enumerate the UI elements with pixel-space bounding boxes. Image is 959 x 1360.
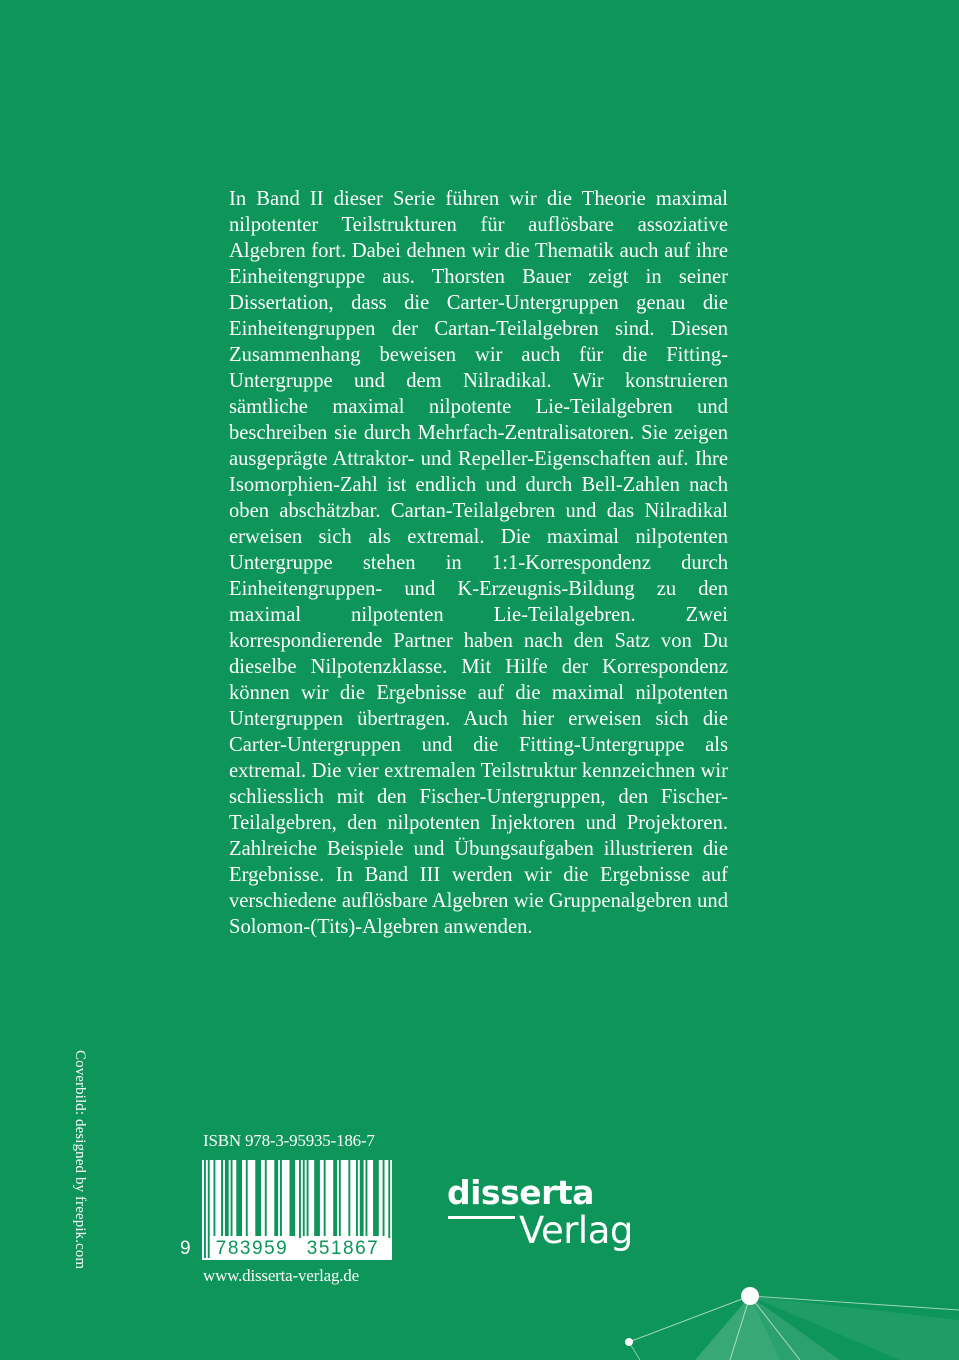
- barcode-bar: [339, 1160, 341, 1238]
- barcode-bar: [366, 1160, 368, 1238]
- network-node-large: [741, 1287, 759, 1305]
- barcode-bar: [265, 1160, 267, 1238]
- barcode-bar: [280, 1160, 282, 1238]
- barcode-bar: [388, 1160, 390, 1238]
- barcode-bar: [221, 1160, 223, 1238]
- barcode-bar: [373, 1160, 379, 1238]
- barcode-bar: [360, 1160, 364, 1238]
- publisher-logo: [447, 1175, 637, 1255]
- barcode-bar: [314, 1160, 320, 1238]
- barcode-bar: [324, 1160, 326, 1238]
- barcode-guard-bar: [204, 1160, 206, 1258]
- barcode-bar: [290, 1160, 296, 1238]
- isbn-label: ISBN 978-3-95935-186-7: [203, 1131, 375, 1150]
- cover-image-credit: Coverbild: designed by freepik.com: [72, 1050, 88, 1270]
- barcode-bar: [274, 1160, 278, 1238]
- barcode-bar: [348, 1160, 350, 1238]
- barcode-graphic: [180, 1160, 395, 1260]
- logo-verlag: Verlag: [519, 1209, 633, 1252]
- network-node-small: [625, 1338, 633, 1346]
- back-cover-blurb: [229, 186, 728, 940]
- barcode-bar: [246, 1160, 248, 1238]
- barcode-lead-digit: 9: [180, 1238, 191, 1259]
- barcode-bar: [299, 1160, 301, 1238]
- barcode-bar: [231, 1160, 233, 1238]
- barcode-digits-left: 783959: [215, 1238, 289, 1259]
- isbn-barcode: [180, 1160, 395, 1260]
- decorative-network-graphic: [600, 1260, 959, 1360]
- logo-disserta: disserta: [447, 1173, 594, 1212]
- barcode-bar: [236, 1160, 242, 1238]
- barcode-digits-right: 351867: [306, 1238, 380, 1259]
- barcode-bar: [225, 1160, 229, 1238]
- barcode-bar: [383, 1160, 385, 1238]
- blurb-text: In Band II dieser Serie führen wir die Theorie maximal nilpotenter Teilstrukturen für auflösbare assoziative Algebren fort. Dabei dehnen wir die Thematik auch auf ihre Einheitengruppe aus. Thorsten Bauer zeigt in seiner Dissertation, dass die Carter-Untergruppen genau die Einheitengruppen der Cartan-Teilalgebren sind. Diesen Zusammenhang beweisen wir auch für die Fitting-Untergruppe und dem Nilradikal. Wir konstruieren sämtliche maximal nilpotente Lie-Teilalgebren und beschreiben sie durch Mehrfach-Zentralisatoren. Sie zeigen ausgeprägte Attraktor- und Repeller-Eigenschaften auf. Ihre Isomorphien-Zahl ist endlich und durch Bell-Zahlen nach oben abschätzbar. Cartan-Teilalgebren und das Nilradikal erweisen sich als extremal. Die maximal nilpotenten Untergruppe stehen in 1:1-Korrespondenz durch Einheitengruppen- und K-Erzeugnis-Bildung zu den maximal nilpotenten Lie-Teilalgebren. Zwei korrespondierende Partner haben nach den Satz von Du dieselbe Nilpotenzklasse. Mit Hilfe der Korrespondenz können wir die Ergebnisse auf die maximal nilpotenten Untergruppen übertragen. Auch hier erweisen sich die Carter-Untergruppen und die Fitting-Untergruppe als extremal. Die vier extremalen Teilstruktur kennzeichnen wir schliesslich mit den Fischer-Untergruppen, den Fischer-Teilalgebren, den nilpotenten Injektoren und Projektoren. Zahlreiche Beispiele und Übungsaufgaben illustrieren die Ergebnisse. In Band III werden wir die Ergebnisse auf verschiedene auflösbare Algebren wie Gruppenalgebren und Solomon-(Tits)-Algebren anwenden.: [229, 188, 728, 938]
- barcode-bar: [214, 1160, 216, 1238]
- barcode-guard-bar: [208, 1160, 210, 1258]
- barcode-bar: [255, 1160, 261, 1238]
- publisher-url: www.disserta-verlag.de: [203, 1266, 359, 1285]
- barcode-bar: [356, 1160, 358, 1238]
- barcode-bar: [333, 1160, 337, 1238]
- logo-divider-line: [448, 1216, 515, 1219]
